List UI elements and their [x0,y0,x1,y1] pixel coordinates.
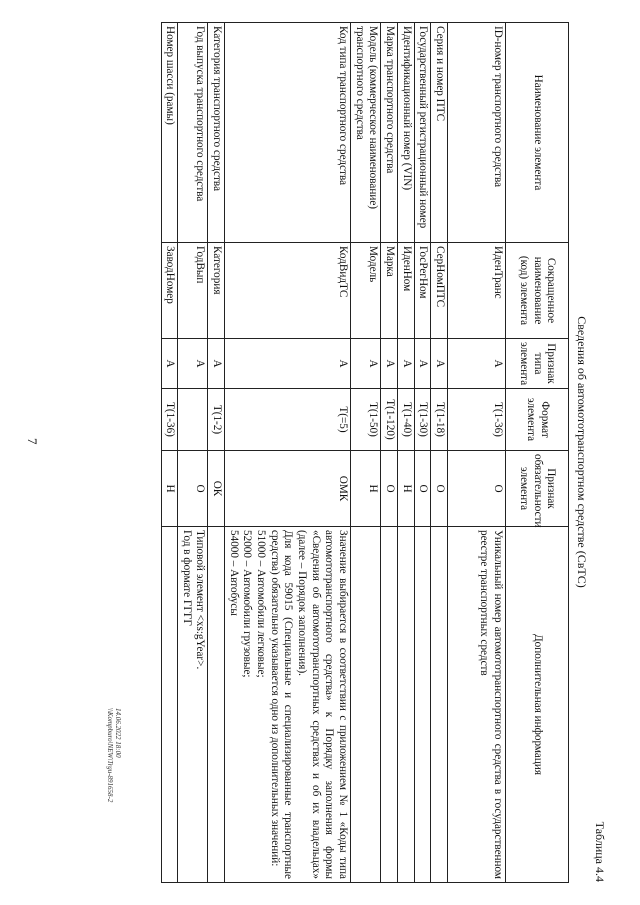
cell-code: ИденНом [398,243,415,339]
cell-code: ГодВып [178,243,208,339]
cell-required: О [381,451,398,527]
table-row [414,23,431,883]
cell-name: Марка транспортного средства [381,23,398,243]
cell-code: КодВидТС [225,243,351,339]
cell-format: T(1-36) [161,389,178,451]
cell-name: Идентификационный номер (VIN) [398,23,415,243]
cell-required: Н [161,451,178,527]
cell-name: ID-номер транспортного средства [448,23,506,243]
info-line: Для кода 59015 (Специальные и специализированные транспортные средства) обязательно указывается одно из дополнительных значений: [268,530,295,879]
cell-required: ОК [208,451,225,527]
cell-format: T(1-50) [351,389,381,451]
info-line: 52000 – Автомобили грузовые; [241,530,254,678]
cell-code: ИденТранс [448,243,506,339]
vehicle-info-table [161,22,569,883]
cell-format [178,389,208,451]
table-title: Сведения об автомототранспортном средстве (СвТС) [575,316,589,588]
cell-info [398,527,415,883]
cell-name: Модель (коммерческое наименование) транспортного средства [351,23,381,243]
cell-required: ОМК [225,451,351,527]
cell-info [161,527,178,883]
cell-required: О [448,451,506,527]
table-row [208,23,225,883]
table-row [178,23,208,883]
cell-info [431,527,448,883]
header-name: Наименование элемента [506,23,569,243]
info-line: 54000 – Автобусы [227,530,240,616]
footer-path: \\Kompburo\NEW\Trgu-891658-2 [105,708,114,803]
cell-type: А [414,339,431,389]
page-number: 7 [25,438,40,445]
cell-info: Уникальный номер автомототранспортного средства в государственном реестре транспортных средств [448,527,506,883]
cell-info [381,527,398,883]
header-type: Признак типа элемента [506,339,569,389]
cell-format: T(=5) [225,389,351,451]
cell-required: Н [398,451,415,527]
cell-type: А [431,339,448,389]
header-format: Формат элемента [506,389,569,451]
cell-code: Модель [351,243,381,339]
cell-type: А [351,339,381,389]
cell-type: А [161,339,178,389]
info-line: Типовой элемент <xs:gYear>. [194,530,207,670]
header-info: Дополнительная информация [506,527,569,883]
cell-required: О [431,451,448,527]
cell-code: СерНомПТС [431,243,448,339]
header-code: Сокращенное наименование (код) элемента [506,243,569,339]
cell-info [351,527,381,883]
cell-code: Марка [381,243,398,339]
table-row [351,23,381,883]
cell-info [225,527,351,883]
info-line: Год в формате ГГГГ [180,530,193,626]
cell-format: T(1-18) [431,389,448,451]
cell-name: Номер шасси (рамы) [161,23,178,243]
cell-type: А [178,339,208,389]
table-row [161,23,178,883]
cell-type: А [448,339,506,389]
cell-required: О [414,451,431,527]
cell-type: А [381,339,398,389]
table-row [431,23,448,883]
cell-format: T(1-36) [448,389,506,451]
cell-info [178,527,208,883]
cell-name: Серия и номер ПТС [431,23,448,243]
cell-format: T(1-30) [414,389,431,451]
cell-name: Год выпуска транспортного средства [178,23,208,243]
info-line: Значение выбирается в соответствии с приложением № 1 «Коды типа автомототранспортного средства» к Порядку заполнения формы «Сведения об автомототранспортных средствах и об их владельцах» (далее – Порядок заполнения). [296,530,350,879]
cell-code: ЗаводНомер [161,243,178,339]
rotated-content [87,22,607,882]
header-required: Признак обязательности элемента [506,451,569,527]
cell-name: Категория транспортного средства [208,23,225,243]
cell-type: А [225,339,351,389]
cell-code: Категория [208,243,225,339]
table-row [448,23,506,883]
cell-format: T(1-40) [398,389,415,451]
cell-code: ГосРегНом [414,243,431,339]
cell-required: О [178,451,208,527]
table-row [381,23,398,883]
table-row [225,23,351,883]
table-row [398,23,415,883]
cell-format: T(1-2) [208,389,225,451]
cell-info [208,527,225,883]
info-line: 51000 – Автомобили легковые; [255,530,268,678]
table-header-row [506,23,569,883]
footer-date: 14.06.2022 18:00 [114,708,122,758]
table-caption: Таблица 4.4 [593,821,607,882]
cell-type: А [208,339,225,389]
cell-info [414,527,431,883]
cell-type: А [398,339,415,389]
cell-name: Код типа транспортного средства [225,23,351,243]
cell-required: Н [351,451,381,527]
cell-format: T(1-120) [381,389,398,451]
cell-name: Государственный регистрационный номер [414,23,431,243]
